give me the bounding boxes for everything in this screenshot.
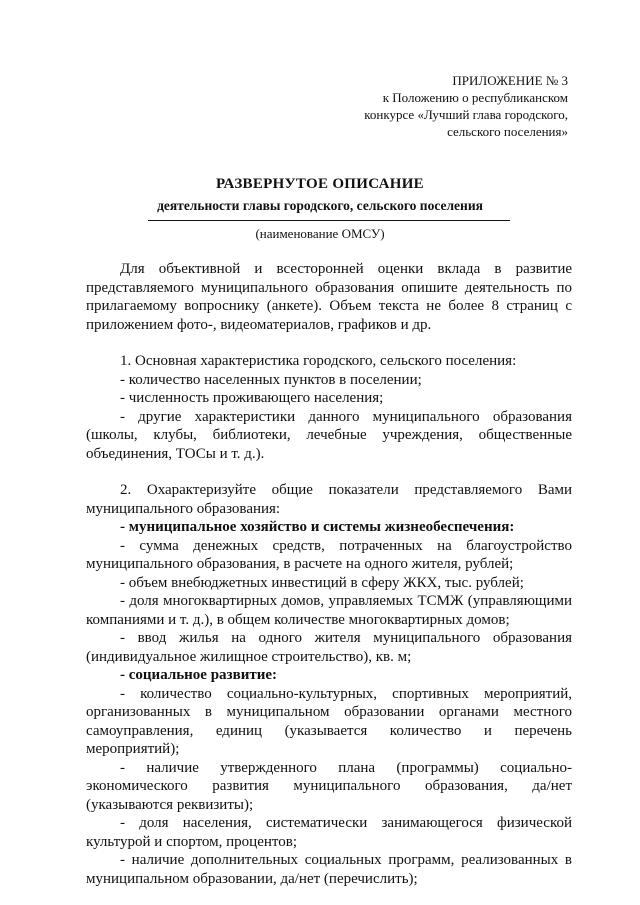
- appendix-header: [364, 72, 568, 140]
- section-2-item: - доля многоквартирных домов, управляемых ТСМЖ (управляющими компаниями и т. д.), в общем количестве многоквартирных домов;: [86, 593, 572, 628]
- section-1-heading: 1. Основная характеристика городского, сельского поселения:: [120, 353, 517, 369]
- appendix-ref-line-3: сельского поселения»: [447, 124, 568, 139]
- omsu-name-blank-line: [148, 220, 510, 221]
- section-2-item: - количество социально-культурных, спортивных мероприятий, организованных в муниципальном образовании органами местного самоуправления, единиц (указывается количество и перечень мероприятий);: [86, 685, 572, 757]
- appendix-number: ПРИЛОЖЕНИЕ № 3: [452, 73, 568, 88]
- intro-paragraph: Для объективной и всесторонней оценки вклада в развитие представляемого муниципального образования опишите деятельность по прилагаемому вопроснику (анкете). Объем текста не более 8 страниц с приложением фото-, видеоматериалов, графиков и др.: [86, 261, 572, 333]
- section-2-item: - объем внебюджетных инвестиций в сферу ЖКХ, тыс. рублей;: [120, 574, 524, 591]
- section-2-subheading-utilities: - муниципальное хозяйство и системы жизнеобеспечения:: [120, 519, 515, 535]
- section-2-item: - ввод жилья на одного жителя муниципального образования (индивидуальное жилищное строительство), кв. м;: [86, 630, 572, 665]
- section-2-subheading-social: - социальное развитие:: [120, 667, 277, 683]
- spacer: [86, 334, 572, 352]
- section-1-item: - количество населенных пунктов в поселении;: [120, 371, 422, 388]
- document-title: РАЗВЕРНУТОЕ ОПИСАНИЕ: [216, 176, 424, 192]
- spacer: [86, 463, 572, 481]
- section-2-item: - наличие дополнительных социальных программ, реализованных в муниципальном образовании, да/нет (перечислить);: [86, 852, 572, 887]
- document-body: [86, 260, 572, 888]
- document-title-block: [0, 174, 640, 215]
- section-2-item: - доля населения, систематически занимающегося физической культурой и спортом, процентов;: [86, 815, 572, 850]
- section-2-item: - сумма денежных средств, потраченных на благоустройство муниципального образования, в расчете на одного жителя, рублей;: [86, 537, 572, 572]
- section-2-item: - наличие утвержденного плана (программы) социально-экономического развития муниципального образования, да/нет (указываются реквизиты);: [86, 759, 572, 813]
- document-subtitle: деятельности главы городского, сельского поселения: [157, 198, 483, 213]
- omsu-name-caption: (наименование ОМСУ): [255, 226, 385, 241]
- section-2-heading: 2. Охарактеризуйте общие показатели представляемого Вами муниципального образования:: [86, 482, 572, 517]
- section-1-item: - другие характеристики данного муниципального образования (школы, клубы, библиотеки, лечебные учреждения, общественные объединения, ТОСы и т. д.).: [86, 408, 572, 462]
- section-1-item: - численность проживающего населения;: [120, 390, 384, 406]
- appendix-ref-line-2: конкурсе «Лучший глава городского,: [364, 107, 568, 122]
- appendix-ref-line-1: к Положению о республиканском: [382, 90, 568, 105]
